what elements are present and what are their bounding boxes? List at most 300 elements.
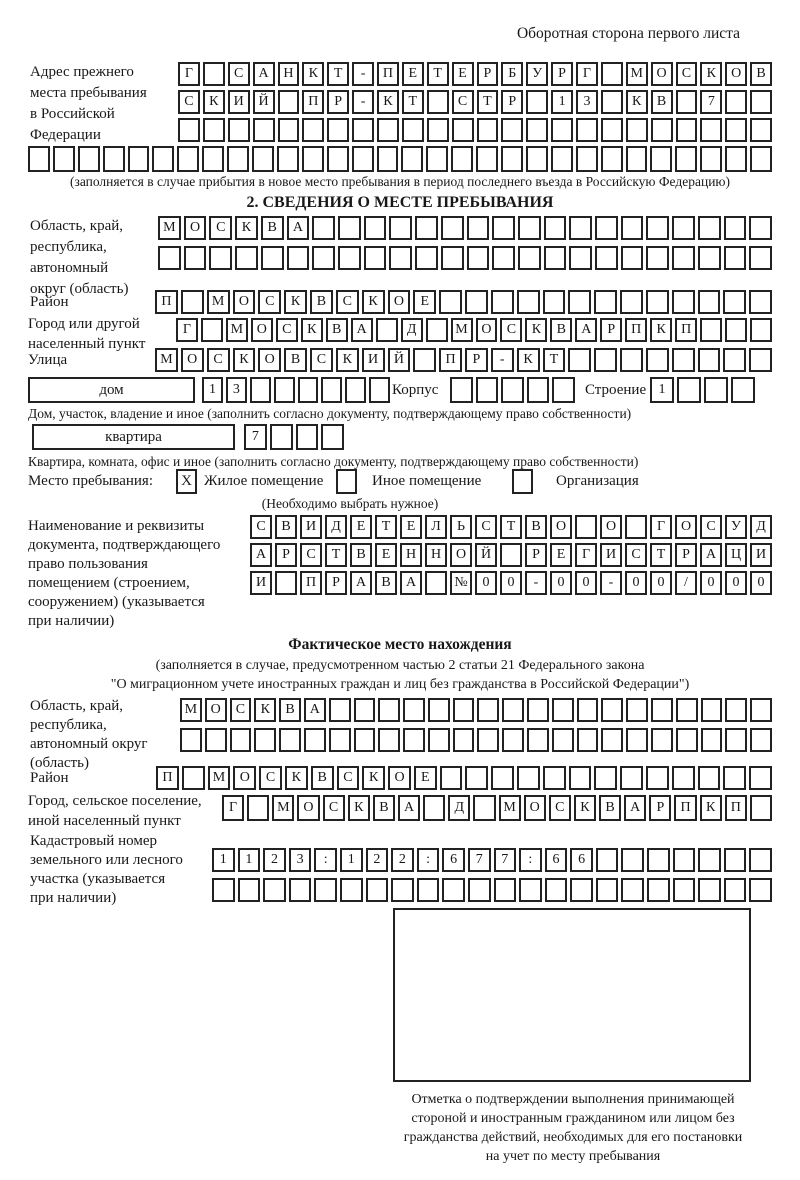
char-cell[interactable]	[427, 90, 449, 114]
char-cell[interactable]	[500, 543, 522, 567]
char-cell[interactable]: О	[233, 766, 256, 790]
char-cell[interactable]: Д	[448, 795, 470, 821]
char-cell[interactable]	[177, 146, 199, 172]
char-cell[interactable]	[321, 424, 344, 450]
char-cell[interactable]	[389, 246, 412, 270]
checkbox-other-premises[interactable]	[336, 469, 357, 494]
char-cell[interactable]: Е	[375, 543, 397, 567]
char-cell[interactable]	[576, 146, 598, 172]
char-cell[interactable]	[180, 728, 202, 752]
char-cell[interactable]	[517, 766, 540, 790]
char-cell[interactable]: О	[181, 348, 204, 372]
char-cell[interactable]	[551, 118, 573, 142]
char-cell[interactable]: №	[450, 571, 472, 595]
char-cell[interactable]: О	[450, 543, 472, 567]
char-cell[interactable]	[327, 118, 349, 142]
char-cell[interactable]	[327, 146, 349, 172]
char-cell[interactable]	[672, 290, 695, 314]
char-cell[interactable]: Е	[350, 515, 372, 539]
char-cell[interactable]	[698, 290, 721, 314]
char-cell[interactable]: М	[155, 348, 178, 372]
char-cell[interactable]	[724, 878, 747, 902]
char-cell[interactable]	[53, 146, 75, 172]
char-cell[interactable]: С	[250, 515, 272, 539]
char-cell[interactable]	[646, 290, 669, 314]
char-cell[interactable]: 2	[263, 848, 286, 872]
char-cell[interactable]: 7	[700, 90, 722, 114]
char-cell[interactable]	[731, 377, 755, 403]
char-cell[interactable]	[596, 848, 619, 872]
char-cell[interactable]: 0	[750, 571, 772, 595]
char-cell[interactable]: С	[337, 766, 360, 790]
char-cell[interactable]: П	[725, 795, 747, 821]
char-cell[interactable]	[575, 515, 597, 539]
char-cell[interactable]	[128, 146, 150, 172]
char-cell[interactable]: С	[230, 698, 252, 722]
char-cell[interactable]: В	[275, 515, 297, 539]
char-cell[interactable]	[423, 795, 445, 821]
char-cell[interactable]: И	[228, 90, 250, 114]
char-cell[interactable]	[569, 216, 592, 240]
char-cell[interactable]	[677, 377, 701, 403]
char-cell[interactable]: А	[287, 216, 310, 240]
char-cell[interactable]	[329, 698, 351, 722]
char-cell[interactable]	[698, 878, 721, 902]
char-cell[interactable]	[227, 146, 249, 172]
char-cell[interactable]	[28, 146, 50, 172]
char-cell[interactable]: Г	[650, 515, 672, 539]
char-cell[interactable]	[725, 118, 747, 142]
char-cell[interactable]	[345, 377, 366, 403]
char-cell[interactable]	[492, 246, 515, 270]
char-cell[interactable]: 0	[650, 571, 672, 595]
char-cell[interactable]	[477, 728, 499, 752]
char-cell[interactable]	[569, 246, 592, 270]
char-cell[interactable]	[377, 146, 399, 172]
char-cell[interactable]	[651, 698, 673, 722]
char-cell[interactable]: О	[388, 290, 411, 314]
char-cell[interactable]: Т	[477, 90, 499, 114]
char-cell[interactable]	[453, 698, 475, 722]
char-cell[interactable]	[428, 698, 450, 722]
char-cell[interactable]	[577, 728, 599, 752]
char-cell[interactable]	[235, 246, 258, 270]
char-cell[interactable]: 3	[289, 848, 312, 872]
char-cell[interactable]: 7	[468, 848, 491, 872]
char-cell[interactable]	[517, 290, 540, 314]
char-cell[interactable]	[595, 216, 618, 240]
char-cell[interactable]	[646, 246, 669, 270]
char-cell[interactable]	[698, 766, 721, 790]
char-cell[interactable]: О	[476, 318, 498, 342]
char-cell[interactable]	[247, 795, 269, 821]
char-cell[interactable]	[378, 698, 400, 722]
char-cell[interactable]: О	[258, 348, 281, 372]
char-cell[interactable]: Г	[222, 795, 244, 821]
char-cell[interactable]: 0	[475, 571, 497, 595]
char-cell[interactable]: 6	[545, 848, 568, 872]
char-cell[interactable]: С	[625, 543, 647, 567]
char-cell[interactable]	[675, 146, 697, 172]
char-cell[interactable]: 2	[366, 848, 389, 872]
char-cell[interactable]	[552, 377, 575, 403]
char-cell[interactable]	[601, 118, 623, 142]
char-cell[interactable]: -	[352, 62, 374, 86]
char-cell[interactable]	[650, 146, 672, 172]
char-cell[interactable]	[302, 146, 324, 172]
char-cell[interactable]	[724, 848, 747, 872]
char-cell[interactable]	[601, 728, 623, 752]
char-cell[interactable]	[676, 698, 698, 722]
char-cell[interactable]	[620, 348, 643, 372]
char-cell[interactable]	[647, 878, 670, 902]
char-cell[interactable]: В	[350, 543, 372, 567]
char-cell[interactable]	[750, 90, 772, 114]
char-cell[interactable]: С	[323, 795, 345, 821]
char-cell[interactable]	[209, 246, 232, 270]
char-cell[interactable]	[467, 216, 490, 240]
char-cell[interactable]: Р	[275, 543, 297, 567]
char-cell[interactable]	[442, 878, 465, 902]
char-cell[interactable]: В	[750, 62, 772, 86]
char-cell[interactable]: В	[550, 318, 572, 342]
char-cell[interactable]: С	[310, 348, 333, 372]
char-cell[interactable]	[253, 118, 275, 142]
char-cell[interactable]	[502, 698, 524, 722]
char-cell[interactable]	[698, 848, 721, 872]
char-cell[interactable]	[568, 348, 591, 372]
char-cell[interactable]	[750, 698, 772, 722]
char-cell[interactable]	[723, 348, 746, 372]
char-cell[interactable]: П	[625, 318, 647, 342]
char-cell[interactable]: Ь	[450, 515, 472, 539]
char-cell[interactable]: А	[700, 543, 722, 567]
char-cell[interactable]	[621, 246, 644, 270]
char-cell[interactable]: Т	[375, 515, 397, 539]
char-cell[interactable]	[526, 146, 548, 172]
char-cell[interactable]: К	[284, 290, 307, 314]
char-cell[interactable]: А	[400, 571, 422, 595]
char-cell[interactable]: С	[258, 290, 281, 314]
char-cell[interactable]: Р	[525, 543, 547, 567]
char-cell[interactable]	[749, 290, 772, 314]
char-cell[interactable]	[672, 246, 695, 270]
char-cell[interactable]: О	[600, 515, 622, 539]
char-cell[interactable]: В	[651, 90, 673, 114]
char-cell[interactable]	[701, 728, 723, 752]
char-cell[interactable]: К	[235, 216, 258, 240]
char-cell[interactable]	[596, 878, 619, 902]
char-cell[interactable]	[377, 118, 399, 142]
char-cell[interactable]: В	[261, 216, 284, 240]
char-cell[interactable]: С	[300, 543, 322, 567]
char-cell[interactable]	[749, 766, 772, 790]
char-cell[interactable]: 1	[238, 848, 261, 872]
char-cell[interactable]: С	[207, 348, 230, 372]
char-cell[interactable]	[178, 118, 200, 142]
char-cell[interactable]	[544, 246, 567, 270]
char-cell[interactable]: Р	[477, 62, 499, 86]
char-cell[interactable]: А	[398, 795, 420, 821]
char-cell[interactable]: В	[284, 348, 307, 372]
char-cell[interactable]: М	[226, 318, 248, 342]
char-cell[interactable]	[673, 878, 696, 902]
char-cell[interactable]: О	[205, 698, 227, 722]
char-cell[interactable]	[403, 728, 425, 752]
char-cell[interactable]: Р	[327, 90, 349, 114]
char-cell[interactable]	[302, 118, 324, 142]
char-cell[interactable]: Р	[501, 90, 523, 114]
char-cell[interactable]	[426, 318, 448, 342]
char-cell[interactable]: С	[475, 515, 497, 539]
char-cell[interactable]: Д	[401, 318, 423, 342]
char-cell[interactable]	[725, 90, 747, 114]
char-cell[interactable]: Б	[501, 62, 523, 86]
char-cell[interactable]	[203, 62, 225, 86]
char-cell[interactable]: О	[725, 62, 747, 86]
char-cell[interactable]: :	[417, 848, 440, 872]
char-cell[interactable]	[473, 795, 495, 821]
char-cell[interactable]	[78, 146, 100, 172]
char-cell[interactable]	[296, 424, 319, 450]
char-cell[interactable]	[261, 246, 284, 270]
char-cell[interactable]	[595, 246, 618, 270]
char-cell[interactable]	[601, 146, 623, 172]
char-cell[interactable]: С	[276, 318, 298, 342]
char-cell[interactable]	[601, 62, 623, 86]
char-cell[interactable]: Д	[325, 515, 347, 539]
char-cell[interactable]: К	[650, 318, 672, 342]
char-cell[interactable]: И	[362, 348, 385, 372]
char-cell[interactable]	[494, 878, 517, 902]
char-cell[interactable]: К	[362, 290, 385, 314]
char-cell[interactable]	[676, 118, 698, 142]
char-cell[interactable]: К	[700, 795, 722, 821]
char-cell[interactable]: П	[674, 795, 696, 821]
char-cell[interactable]	[502, 728, 524, 752]
char-cell[interactable]	[103, 146, 125, 172]
char-cell[interactable]	[527, 698, 549, 722]
char-cell[interactable]	[723, 766, 746, 790]
char-cell[interactable]: У	[526, 62, 548, 86]
char-cell[interactable]	[725, 698, 747, 722]
char-cell[interactable]	[749, 848, 772, 872]
char-cell[interactable]: В	[373, 795, 395, 821]
char-cell[interactable]	[647, 848, 670, 872]
char-cell[interactable]: 6	[570, 848, 593, 872]
char-cell[interactable]: О	[297, 795, 319, 821]
char-cell[interactable]	[413, 348, 436, 372]
char-cell[interactable]: М	[207, 290, 230, 314]
char-cell[interactable]	[376, 318, 398, 342]
char-cell[interactable]	[252, 146, 274, 172]
char-cell[interactable]	[527, 728, 549, 752]
char-cell[interactable]: 1	[551, 90, 573, 114]
char-cell[interactable]: 2	[391, 848, 414, 872]
char-cell[interactable]: В	[326, 318, 348, 342]
char-cell[interactable]	[277, 146, 299, 172]
char-cell[interactable]	[492, 216, 515, 240]
char-cell[interactable]: Т	[500, 515, 522, 539]
char-cell[interactable]: К	[254, 698, 276, 722]
char-cell[interactable]: А	[624, 795, 646, 821]
char-cell[interactable]: О	[651, 62, 673, 86]
char-cell[interactable]	[700, 318, 722, 342]
char-cell[interactable]	[519, 878, 542, 902]
char-cell[interactable]: С	[178, 90, 200, 114]
char-cell[interactable]	[673, 848, 696, 872]
char-cell[interactable]	[278, 90, 300, 114]
char-cell[interactable]	[228, 118, 250, 142]
char-cell[interactable]	[364, 216, 387, 240]
char-cell[interactable]: К	[517, 348, 540, 372]
char-cell[interactable]: 1	[650, 377, 674, 403]
char-cell[interactable]	[369, 377, 390, 403]
char-cell[interactable]: Й	[475, 543, 497, 567]
char-cell[interactable]	[543, 290, 566, 314]
char-cell[interactable]: К	[348, 795, 370, 821]
char-cell[interactable]: Р	[675, 543, 697, 567]
char-cell[interactable]: :	[314, 848, 337, 872]
char-cell[interactable]: И	[250, 571, 272, 595]
char-cell[interactable]	[570, 878, 593, 902]
char-cell[interactable]	[621, 878, 644, 902]
char-cell[interactable]	[626, 698, 648, 722]
char-cell[interactable]	[254, 728, 276, 752]
char-cell[interactable]: Ц	[725, 543, 747, 567]
char-cell[interactable]: П	[377, 62, 399, 86]
char-cell[interactable]: Е	[414, 766, 437, 790]
char-cell[interactable]	[749, 348, 772, 372]
char-cell[interactable]	[526, 90, 548, 114]
char-cell[interactable]: Й	[388, 348, 411, 372]
char-cell[interactable]: 1	[340, 848, 363, 872]
char-cell[interactable]: А	[351, 318, 373, 342]
char-cell[interactable]	[651, 728, 673, 752]
char-cell[interactable]	[378, 728, 400, 752]
char-cell[interactable]	[201, 318, 223, 342]
char-cell[interactable]: П	[300, 571, 322, 595]
char-cell[interactable]	[700, 146, 722, 172]
char-cell[interactable]: Т	[325, 543, 347, 567]
char-cell[interactable]	[750, 146, 772, 172]
char-cell[interactable]: 0	[575, 571, 597, 595]
char-cell[interactable]	[552, 698, 574, 722]
char-cell[interactable]: 7	[244, 424, 267, 450]
char-cell[interactable]: В	[525, 515, 547, 539]
char-cell[interactable]: А	[350, 571, 372, 595]
char-cell[interactable]: 1	[202, 377, 223, 403]
char-cell[interactable]: П	[155, 290, 178, 314]
char-cell[interactable]	[287, 246, 310, 270]
char-cell[interactable]: П	[156, 766, 179, 790]
char-cell[interactable]	[750, 118, 772, 142]
char-cell[interactable]: П	[439, 348, 462, 372]
char-cell[interactable]	[354, 728, 376, 752]
char-cell[interactable]	[526, 118, 548, 142]
char-cell[interactable]	[417, 878, 440, 902]
char-cell[interactable]: М	[208, 766, 231, 790]
char-cell[interactable]	[389, 216, 412, 240]
char-cell[interactable]	[518, 216, 541, 240]
char-cell[interactable]	[182, 766, 205, 790]
char-cell[interactable]: С	[549, 795, 571, 821]
char-cell[interactable]	[725, 728, 747, 752]
char-cell[interactable]	[205, 728, 227, 752]
char-cell[interactable]	[415, 216, 438, 240]
char-cell[interactable]: Е	[452, 62, 474, 86]
char-cell[interactable]	[366, 878, 389, 902]
char-cell[interactable]	[425, 571, 447, 595]
char-cell[interactable]	[601, 698, 623, 722]
char-cell[interactable]: Н	[400, 543, 422, 567]
char-cell[interactable]: И	[750, 543, 772, 567]
char-cell[interactable]	[543, 766, 566, 790]
char-cell[interactable]	[750, 795, 772, 821]
char-cell[interactable]	[465, 290, 488, 314]
char-cell[interactable]	[184, 246, 207, 270]
char-cell[interactable]	[491, 766, 514, 790]
char-cell[interactable]: Т	[427, 62, 449, 86]
char-cell[interactable]: С	[500, 318, 522, 342]
char-cell[interactable]	[278, 118, 300, 142]
char-cell[interactable]	[312, 246, 335, 270]
char-cell[interactable]	[202, 146, 224, 172]
char-cell[interactable]	[338, 216, 361, 240]
char-cell[interactable]: -	[491, 348, 514, 372]
char-cell[interactable]: -	[352, 90, 374, 114]
char-cell[interactable]: 3	[576, 90, 598, 114]
char-cell[interactable]: К	[574, 795, 596, 821]
char-cell[interactable]	[698, 246, 721, 270]
char-cell[interactable]	[152, 146, 174, 172]
char-cell[interactable]	[453, 728, 475, 752]
char-cell[interactable]: Г	[178, 62, 200, 86]
char-cell[interactable]: С	[700, 515, 722, 539]
char-cell[interactable]	[518, 246, 541, 270]
char-cell[interactable]: Т	[543, 348, 566, 372]
char-cell[interactable]	[203, 118, 225, 142]
char-cell[interactable]: Е	[413, 290, 436, 314]
char-cell[interactable]: К	[626, 90, 648, 114]
char-cell[interactable]: С	[228, 62, 250, 86]
char-cell[interactable]	[274, 377, 295, 403]
char-cell[interactable]: К	[525, 318, 547, 342]
char-cell[interactable]	[403, 698, 425, 722]
char-cell[interactable]: 0	[725, 571, 747, 595]
char-cell[interactable]	[626, 146, 648, 172]
char-cell[interactable]	[594, 348, 617, 372]
char-cell[interactable]	[304, 728, 326, 752]
char-cell[interactable]	[672, 766, 695, 790]
char-cell[interactable]	[212, 878, 235, 902]
char-cell[interactable]	[725, 146, 747, 172]
char-cell[interactable]	[750, 318, 772, 342]
char-cell[interactable]	[646, 216, 669, 240]
char-cell[interactable]: 0	[500, 571, 522, 595]
char-cell[interactable]: 3	[226, 377, 247, 403]
char-cell[interactable]: -	[600, 571, 622, 595]
char-cell[interactable]	[476, 146, 498, 172]
char-cell[interactable]	[312, 216, 335, 240]
char-cell[interactable]	[415, 246, 438, 270]
char-cell[interactable]	[501, 377, 524, 403]
char-cell[interactable]	[352, 146, 374, 172]
char-cell[interactable]: Е	[550, 543, 572, 567]
char-cell[interactable]: О	[550, 515, 572, 539]
char-cell[interactable]: :	[519, 848, 542, 872]
char-cell[interactable]: С	[209, 216, 232, 240]
